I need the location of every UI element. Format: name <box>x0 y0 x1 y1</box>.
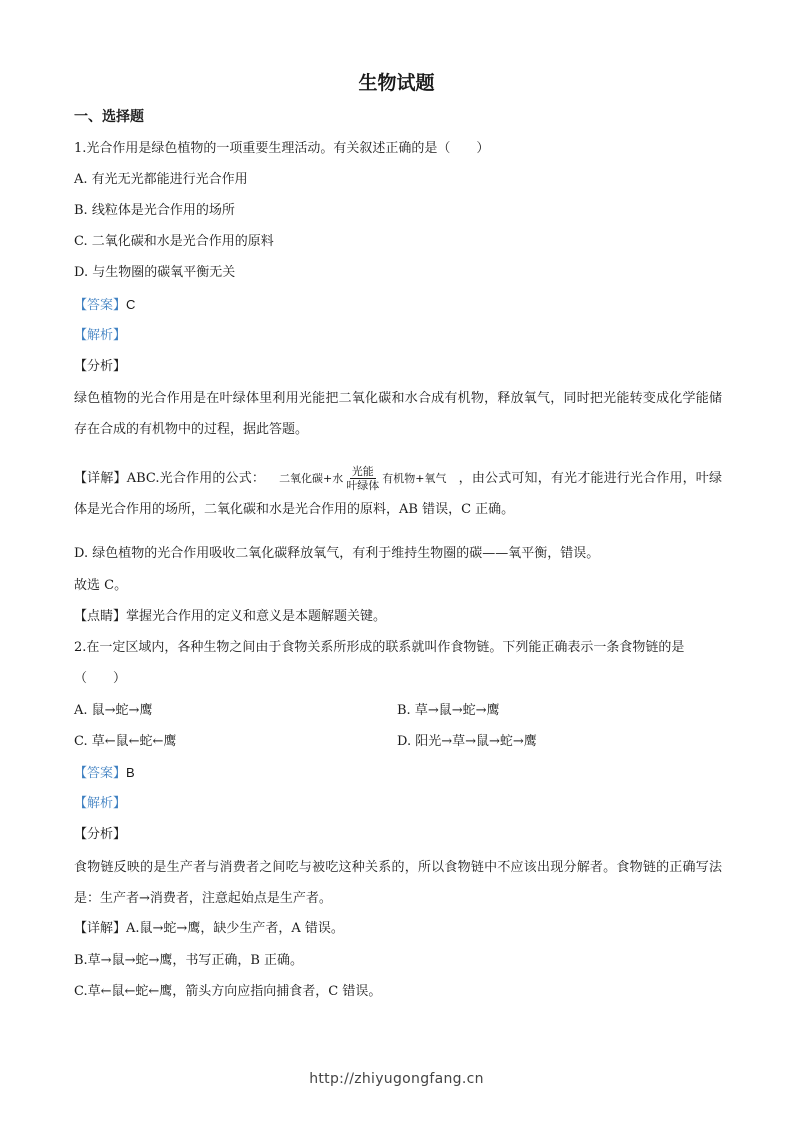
detail-text-a: A.鼠→蛇→鹰，缺少生产者，A 错误。 <box>126 921 344 936</box>
q2-option-a: A. 鼠→蛇→鹰 <box>74 703 153 718</box>
q1-dianjing <box>74 608 386 626</box>
answer-label: 【答案】 <box>74 766 127 781</box>
q1-option-d: D. 与生物圈的碳氧平衡无关 <box>74 265 236 280</box>
detail-label: 【详解】 <box>74 921 127 936</box>
q2-detail-a <box>74 920 344 938</box>
formula-condition-top: 光能 <box>351 465 374 478</box>
q1-stem: 1.光合作用是绿色植物的一项重要生理活动。有关叙述正确的是（ ） <box>74 141 490 156</box>
footer-url: http://zhiyugongfang.cn <box>309 1071 484 1087</box>
fenxi-label: 【分析】 <box>74 359 127 374</box>
q2-detail-b: B.草→鼠→蛇→鹰，书写正确，B 正确。 <box>74 953 304 968</box>
q1-choose: 故选 C。 <box>74 578 128 593</box>
formula-reactants: 二氧化碳+水 <box>279 472 344 485</box>
q1-answer-row <box>74 296 135 315</box>
q2-option-b: B. 草→鼠→蛇→鹰 <box>397 703 500 718</box>
section-heading: 一、选择题 <box>74 109 144 125</box>
detail-text-a: ABC.光合作用的公式： <box>126 471 266 486</box>
detail-text-b: ，由公式可知，有光才能进行光合作用，叶绿体是光合作用的场所，二氧化碳和水是光合作用的原料，AB 错误，C 正确。 <box>74 471 722 517</box>
formula-condition <box>344 465 381 492</box>
answer-value: C <box>126 297 136 312</box>
analysis-label: 【解析】 <box>74 328 127 343</box>
analysis-label: 【解析】 <box>74 796 127 811</box>
answer-value: B <box>126 765 135 780</box>
q1-option-c: C. 二氧化碳和水是光合作用的原料 <box>74 234 274 249</box>
formula-condition-bottom: 叶绿体 <box>346 479 380 492</box>
q2-answer-row <box>74 764 135 783</box>
q1-detail-d: D. 绿色植物的光合作用吸收二氧化碳释放氧气，有利于维持生物圈的碳——氧平衡，错误。 <box>74 546 600 561</box>
detail-label: 【详解】 <box>74 471 127 486</box>
q2-option-d: D. 阳光→草→鼠→蛇→鹰 <box>397 734 537 749</box>
q2-stem: 2.在一定区域内，各种生物之间由于食物关系所形成的联系就叫作食物链。下列能正确表示一条食物链的是 <box>74 640 685 655</box>
q1-fenxi-text: 绿色植物的光合作用是在叶绿体里利用光能把二氧化碳和水合成有机物，释放氧气，同时把光能转变成化学能储存在合成的有机物中的过程，据此答题。 <box>74 391 722 437</box>
q1-option-b: B. 线粒体是光合作用的场所 <box>74 203 235 218</box>
q2-detail-c: C.草←鼠←蛇←鹰，箭头方向应指向捕食者，C 错误。 <box>74 984 382 999</box>
dianjing-text: 掌握光合作用的定义和意义是本题解题关键。 <box>126 609 387 624</box>
q2-option-c: C. 草←鼠←蛇←鹰 <box>74 734 177 749</box>
answer-label: 【答案】 <box>74 298 127 313</box>
photosynthesis-formula <box>279 463 446 494</box>
fenxi-label: 【分析】 <box>74 827 127 842</box>
q2-stem-bracket: （ ） <box>74 671 127 686</box>
q2-fenxi-text: 食物链反映的是生产者与消费者之间吃与被吃这种关系的，所以食物链中不应该出现分解者。食物链的正确写法是：生产者→消费者，注意起始点是生产者。 <box>74 860 722 906</box>
q1-detail-paragraph <box>74 463 722 525</box>
page-title: 生物试题 <box>358 72 435 94</box>
q1-option-a: A. 有光无光都能进行光合作用 <box>74 172 248 187</box>
formula-products: 有机物+氧气 <box>382 472 447 485</box>
dianjing-label: 【点睛】 <box>74 609 127 624</box>
